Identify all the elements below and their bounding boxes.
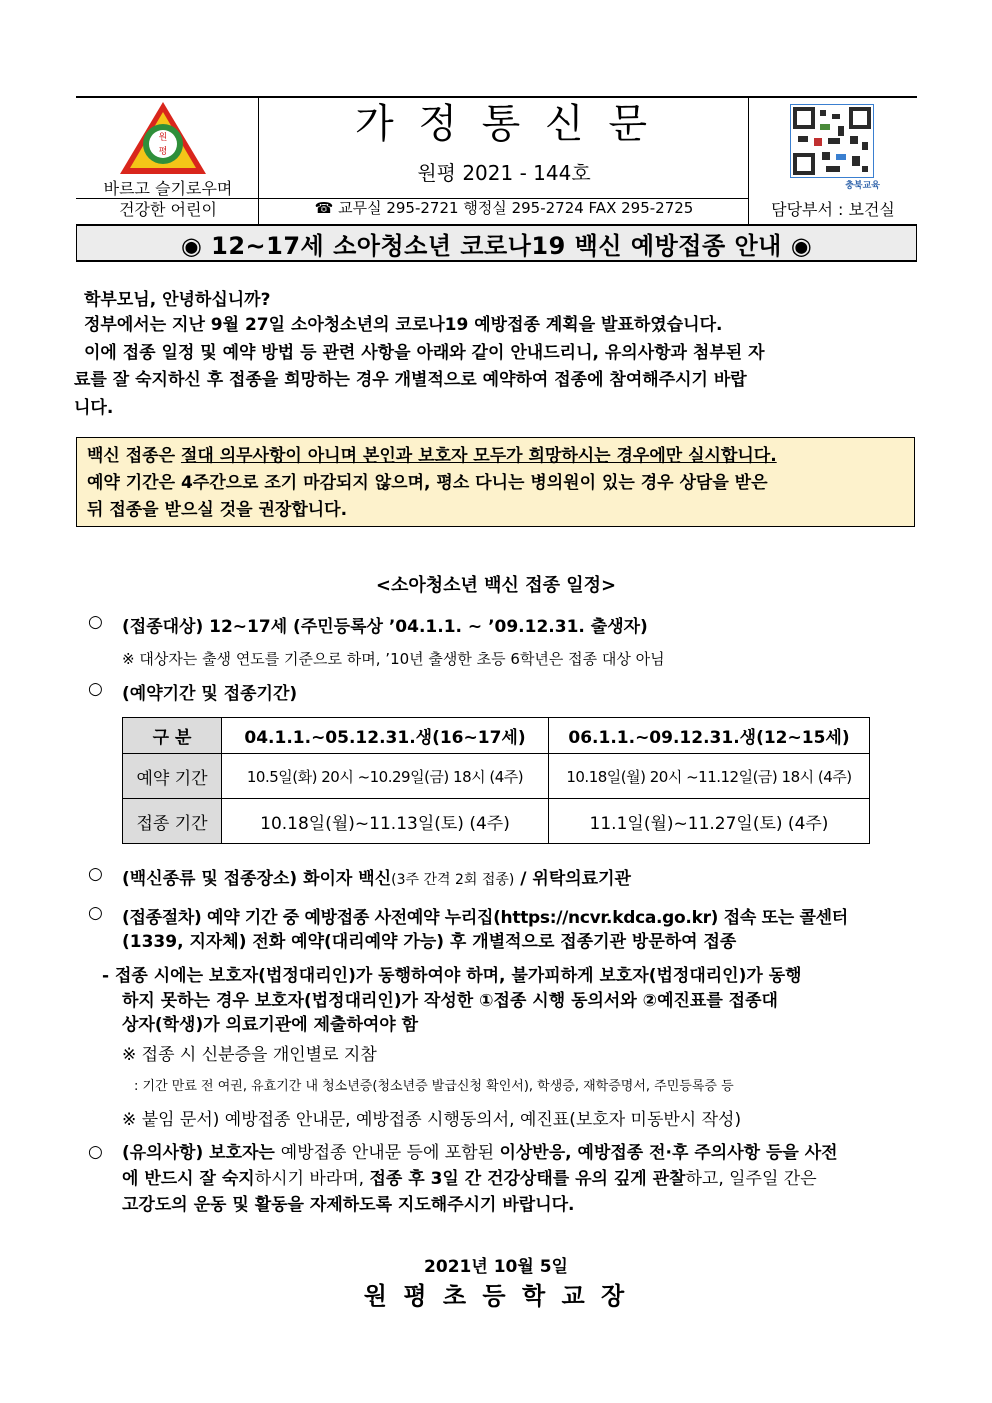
caution-part: 고강도의 운동 및 활동을 자제하도록 지도해주시기 바랍니다. (122, 1195, 575, 1215)
caution-part: 하고, 일주일 간은 (685, 1169, 817, 1189)
caution-part: 접종 후 3일 간 건강상태를 유의 깊게 관찰 (369, 1169, 686, 1189)
procedure-line: (접종절차) 예약 기간 중 예방접종 사전예약 누리집(https://ncvr.kdca.go.kr) 접속 또는 콜센터 (122, 908, 848, 928)
notice-box (76, 437, 915, 527)
intro-line: 정부에서는 지난 9월 27일 소아청소년의 코로나19 예방접종 계획을 발표하였습니다. (84, 315, 723, 335)
issue-date: 2021년 10월 5일 (424, 1257, 568, 1277)
table-header-cell: 06.1.1.~09.12.31.생(12~15세) (549, 718, 870, 754)
guardian-line: 상자(학생)가 의료기관에 제출하여야 함 (122, 1015, 419, 1035)
table-row (123, 799, 870, 844)
notice-text: 백신 접종은 (87, 446, 181, 466)
table-cell: 접종 기간 (123, 799, 222, 844)
period-label: (예약기간 및 접종기간) (122, 684, 298, 704)
target-text: (접종대상) 12~17세 (주민등록상 ’04.1.1. ~ ’09.12.31. 출생자) (122, 617, 648, 637)
notice-line: 예약 기간은 4주간으로 조기 마감되지 않으며, 평소 다니는 병의원이 있는 경우 상담을 받은 (87, 473, 768, 493)
table-cell: 10.18일(월)~11.13일(토) (4주) (222, 799, 549, 844)
svg-text:원: 원 (158, 133, 168, 143)
qr-code-icon (790, 104, 874, 178)
intro-line: 니다. (74, 398, 114, 418)
table-header-row (123, 718, 870, 754)
school-motto (78, 178, 258, 220)
signer: 원 평 초 등 학 교 장 (363, 1282, 629, 1310)
bullet-icon: ○ (88, 679, 103, 699)
procedure-line: (1339, 지자체) 전화 예약(대리예약 가능) 후 개별적으로 접종기관 방문하여 접종 (122, 932, 737, 952)
caution-part: (유의사항) 보호자는 (122, 1143, 281, 1163)
table-header-cell: 구 분 (123, 718, 222, 754)
table-cell: 11.1일(월)~11.27일(토) (4주) (549, 799, 870, 844)
caution-text (122, 1140, 922, 1218)
department: 담당부서 : 보건실 (771, 200, 895, 219)
schedule-heading: <소아청소년 백신 접종 일정> (375, 575, 617, 596)
table-cell: 10.18일(월) 20시 ~11.12일(금) 18시 (4주) (549, 754, 870, 799)
table-header-cell: 04.1.1.~05.12.31.생(16~17세) (222, 718, 549, 754)
bullet-icon: ○ (88, 612, 103, 632)
caution-part: 예방접종 안내문 등에 포함된 (280, 1143, 500, 1163)
caution-part: 이상반응, 예방접종 전·후 주의사항 등을 사전 (499, 1143, 838, 1163)
target-note: ※ 대상자는 출생 연도를 기준으로 하며, ’10년 출생한 초등 6학년은 접종 대상 아님 (122, 650, 665, 668)
vaccine-interval: (3주 간격 2회 접종) (391, 872, 515, 888)
greeting: 학부모님, 안녕하십니까? (84, 290, 271, 310)
notice-line: 뒤 접종을 받으실 것을 권장합니다. (87, 500, 348, 520)
guardian-line: 하지 못하는 경우 보호자(법정대리인)가 작성한 ①접종 시행 동의서와 ②예진표를 접종대 (122, 991, 778, 1011)
id-detail: : 기간 만료 전 여권, 유효기간 내 청소년증(청소년증 발급신청 확인서), 학생증, 재학증명서, 주민등록증 등 (134, 1079, 734, 1094)
id-note: ※ 접종 시 신분증을 개인별로 지참 (122, 1045, 377, 1065)
vaccine-info (122, 864, 631, 889)
vaccine-text: (백신종류 및 접종장소) 화이자 백신 (122, 869, 392, 889)
intro-line: 이에 접종 일정 및 예약 방법 등 관련 사항을 아래와 같이 안내드리니, 유의사항과 첨부된 자 (84, 343, 765, 363)
attachment-note: ※ 붙임 문서) 예방접종 안내문, 예방접종 시행동의서, 예진표(보호자 미동반시 작성) (122, 1110, 742, 1130)
doc-number: 원평 2021 - 144호 (417, 161, 591, 185)
intro-line: 료를 잘 숙지하신 후 접종을 희망하는 경우 개별적으로 예약하여 접종에 참여해주시기 바랍 (74, 370, 747, 390)
table-cell: 예약 기간 (123, 754, 222, 799)
contact-info: ☎ 교무실 295-2721 행정실 295-2724 FAX 295-2725 (314, 199, 694, 217)
qr-caption: 충북교육 (845, 181, 880, 191)
bullet-icon: ○ (88, 864, 103, 884)
motto-line: 건강한 어린이 (119, 200, 217, 219)
bullet-icon: ○ (88, 903, 103, 923)
caution-part: 하시기 바라며, (254, 1169, 370, 1189)
school-logo (118, 100, 208, 178)
motto-line: 바르고 슬기로우며 (103, 179, 233, 198)
notice-emphasis: 절대 의무사항이 아니며 본인과 보호자 모두가 희망하시는 경우에만 실시합니다. (180, 446, 777, 466)
table-cell: 10.5일(화) 20시 ~10.29일(금) 18시 (4주) (222, 754, 549, 799)
bullet-icon: ○ (88, 1142, 103, 1162)
main-title: ◉ 12~17세 소아청소년 코로나19 백신 예방접종 안내 ◉ (76, 224, 917, 262)
notice-line (87, 443, 904, 470)
table-row (123, 754, 870, 799)
doc-title: 가 정 통 신 문 (354, 101, 654, 147)
schedule-table (122, 717, 870, 844)
guardian-line: - 접종 시에는 보호자(법정대리인)가 동행하여야 하며, 불가피하게 보호자(법정대리인)가 동행 (102, 966, 802, 986)
svg-text:평: 평 (158, 147, 168, 157)
vaccine-place: / 위탁의료기관 (514, 869, 631, 889)
caution-part: 에 반드시 잘 숙지 (122, 1169, 255, 1189)
